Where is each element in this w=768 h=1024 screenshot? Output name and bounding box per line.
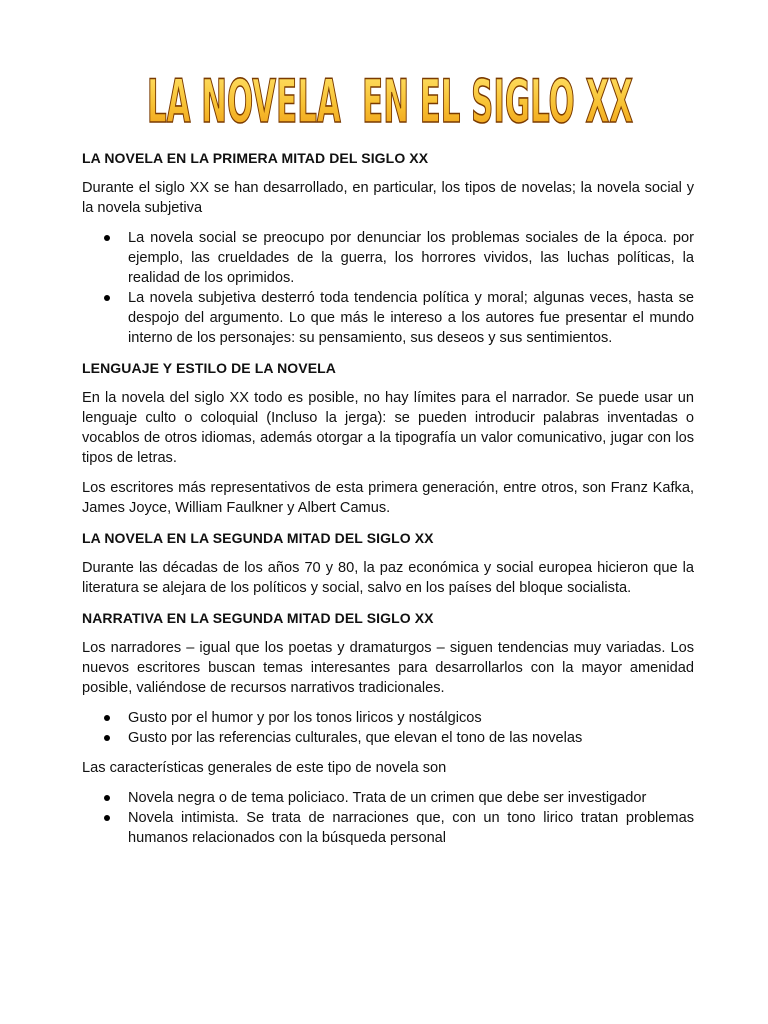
list-item-text: Gusto por las referencias culturales, que elevan el tono de las novelas <box>128 730 583 746</box>
list-item-text: Novela intimista. Se trata de narraciones que, con un tono lirico tratan problemas humanos relacionados con la búsqueda personal <box>128 810 694 846</box>
segunda-mitad-paragraph: Durante las décadas de los años 70 y 80, la paz económica y social europea hicieron que la literatura se alejara de los políticos y social, salvo en los países del bloque socialista. <box>82 560 694 596</box>
list-item <box>82 288 694 348</box>
bullet-icon <box>104 815 110 821</box>
document-body <box>82 148 694 858</box>
list-item-text: La novela subjetiva desterró toda tendencia política y moral; algunas veces, hasta se despojo del argumento. Lo que más le intereso a los autores fue presentar el mundo interno de los personajes: su pensamiento, sus deseos y sus sentimientos. <box>128 290 694 346</box>
list-item <box>82 808 694 848</box>
bullet-icon <box>104 795 110 801</box>
bullet-icon <box>104 235 110 241</box>
section-heading-narrativa: NARRATIVA EN LA SEGUNDA MITAD DEL SIGLO XX <box>82 610 434 626</box>
bullet-list-gustos <box>82 708 694 748</box>
section-heading-segunda-mitad: LA NOVELA EN LA SEGUNDA MITAD DEL SIGLO XX <box>82 530 434 546</box>
section-heading-lenguaje: LENGUAJE Y ESTILO DE LA NOVELA <box>82 360 337 376</box>
caracteristicas-paragraph: Las características generales de este tipo de novela son <box>82 760 447 776</box>
bullet-list-caracteristicas <box>82 788 694 848</box>
list-item-text: Gusto por el humor y por los tonos liricos y nostálgicos <box>128 710 482 726</box>
narrativa-paragraph: Los narradores – igual que los poetas y dramaturgos – siguen tendencias muy variadas. Los nuevos escritores buscan temas interesantes para desarrollarlos con la mayor amenidad posible, valiéndose de recursos narrativos tradicionales. <box>82 640 694 696</box>
bullet-icon <box>104 295 110 301</box>
bullet-icon <box>104 735 110 741</box>
list-item <box>82 228 694 288</box>
list-item <box>82 708 694 728</box>
list-item-text: La novela social se preocupo por denunciar los problemas sociales de la época. por ejemplo, las crueldades de la guerra, los horrores vividos, las luchas políticas, la realidad de los oprimidos. <box>128 230 694 286</box>
list-item <box>82 728 694 748</box>
intro-paragraph: Durante el siglo XX se han desarrollado, en particular, los tipos de novelas; la novela social y la novela subjetiva <box>82 180 694 216</box>
wordart-title-text: LA NOVELA EN EL SIGLO XX <box>147 67 633 132</box>
bullet-list-tipos <box>82 228 694 348</box>
bullet-icon <box>104 715 110 721</box>
list-item <box>82 788 694 808</box>
list-item-text: Novela negra o de tema policiaco. Trata de un crimen que debe ser investigador <box>128 790 647 806</box>
wordart-title <box>140 60 640 132</box>
section-heading-primera-mitad: LA NOVELA EN LA PRIMERA MITAD DEL SIGLO XX <box>82 150 429 166</box>
lenguaje-paragraph: En la novela del siglo XX todo es posible, no hay límites para el narrador. Se puede usar un lenguaje culto o coloquial (Incluso la jerga): se pueden introducir palabras inventadas o vocablos de otros idiomas, además otorgar a la tipografía un valor comunicativo, jugar con los tipos de letras. <box>82 390 694 466</box>
escritores-paragraph: Los escritores más representativos de esta primera generación, entre otros, son Franz Kafka, James Joyce, William Faulkner y Albert Camus. <box>82 480 694 516</box>
